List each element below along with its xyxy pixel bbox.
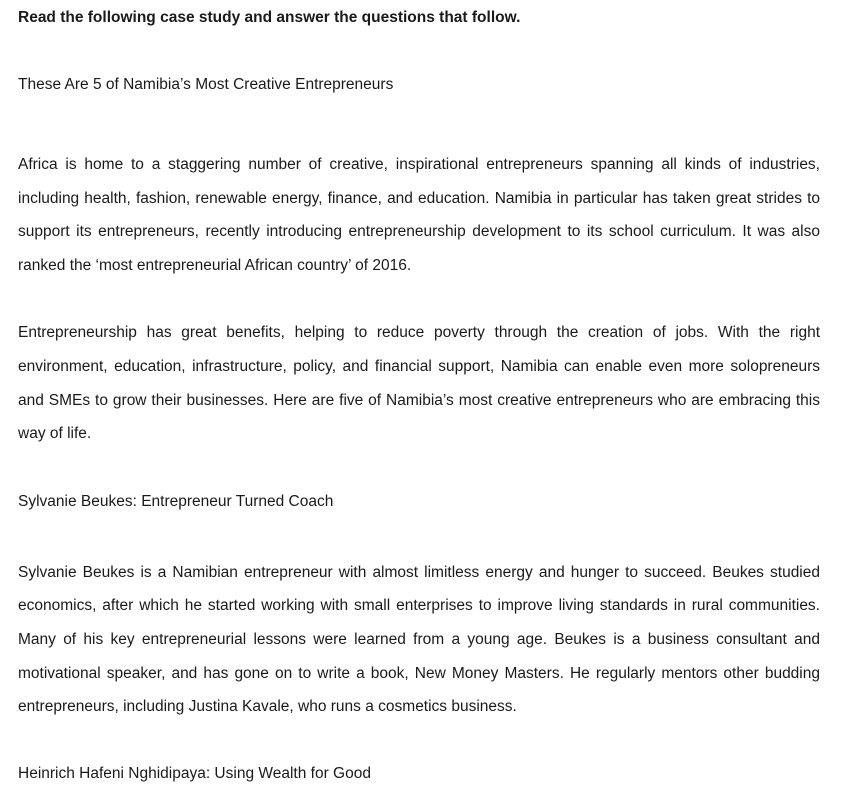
section-paragraph-beukes: Sylvanie Beukes is a Namibian entrepreneur with almost limitless energy and hunger to succeed. Beukes studied economics, after which he started working with small enterprises to improve living standards in rural communities. Many of his key entrepreneurial lessons were learned from a young age. Beukes is a business consultant and motivational speaker, and has gone on to write a book, New Money Masters. He regularly mentors other budding entrepreneurs, including Justina Kavale, who runs a cosmetics business. [18, 563, 820, 716]
section-heading-beukes: Sylvanie Beukes: Entrepreneur Turned Coach [18, 492, 334, 510]
intro-paragraph-2: Entrepreneurship has great benefits, helping to reduce poverty through the creation of jobs. With the right environment, education, infrastructure, policy, and financial support, Namibia can enable even more solopreneurs and SMEs to grow their businesses. Here are five of Namibia’s most creative entrepreneurs who are embracing this way of life. [18, 324, 820, 443]
intro-paragraph-1: Africa is home to a staggering number of creative, inspirational entrepreneurs spanning all kinds of industries, including health, fashion, renewable energy, finance, and education. Namibia in particular has taken great strides to support its entrepreneurs, recently introducing entrepreneurship development to its school curriculum. It was also ranked the ‘most entrepreneurial African country’ of 2016. [18, 156, 820, 274]
instruction-text: Read the following case study and answer the questions that follow. [18, 9, 521, 26]
article-title: These Are 5 of Namibia’s Most Creative Entrepreneurs [18, 76, 394, 93]
section-heading-nghidipaya: Heinrich Hafeni Nghidipaya: Using Wealth for Good [18, 764, 371, 782]
